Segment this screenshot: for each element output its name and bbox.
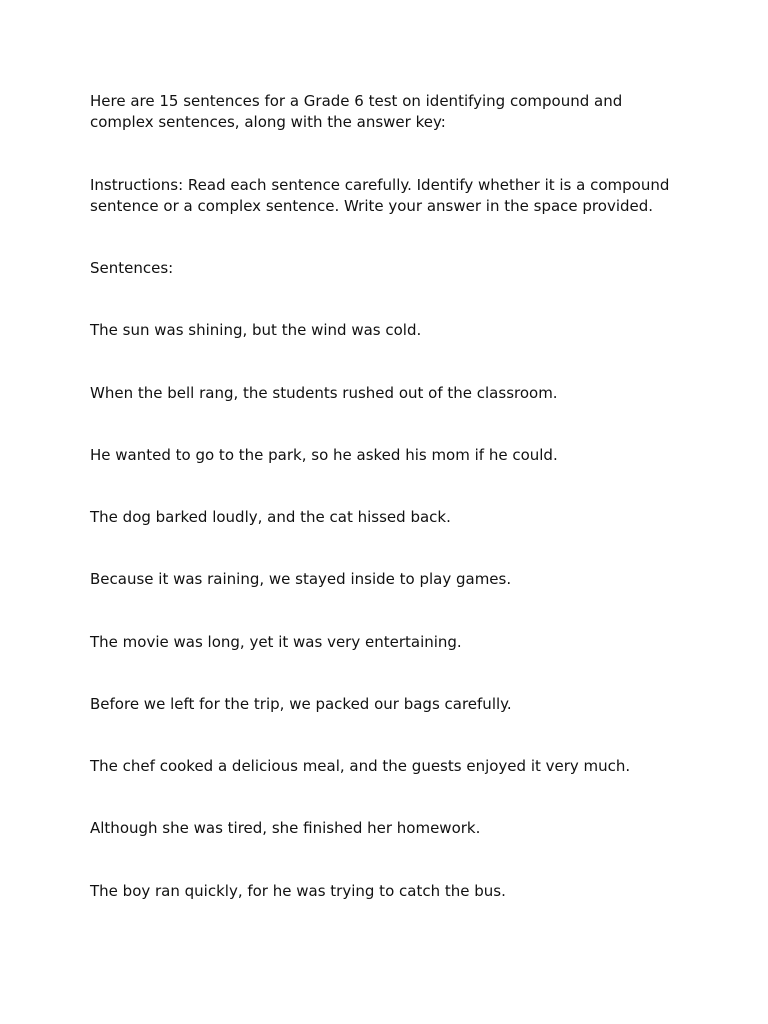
sentence-item: The dog barked loudly, and the cat hissed back. xyxy=(90,508,451,526)
sentence-item: The movie was long, yet it was very entertaining. xyxy=(90,633,462,651)
intro-paragraph: Here are 15 sentences for a Grade 6 test on identifying compound and complex sentences, along with the answer key: xyxy=(90,92,623,131)
instructions-paragraph: Instructions: Read each sentence carefully. Identify whether it is a compound sentence or a complex sentence. Write your answer in the space provided. xyxy=(90,176,670,215)
sentence-item: The chef cooked a delicious meal, and the guests enjoyed it very much. xyxy=(90,757,631,775)
sentence-item: He wanted to go to the park, so he asked his mom if he could. xyxy=(90,446,558,464)
sentence-item: Although she was tired, she finished her homework. xyxy=(90,819,481,837)
sentences-heading: Sentences: xyxy=(90,259,174,277)
sentence-item: The sun was shining, but the wind was cold. xyxy=(90,321,422,339)
sentence-item: When the bell rang, the students rushed out of the classroom. xyxy=(90,384,558,402)
sentence-item: Before we left for the trip, we packed our bags carefully. xyxy=(90,695,512,713)
sentence-item: Because it was raining, we stayed inside to play games. xyxy=(90,570,512,588)
sentence-item: The boy ran quickly, for he was trying to catch the bus. xyxy=(90,882,506,900)
